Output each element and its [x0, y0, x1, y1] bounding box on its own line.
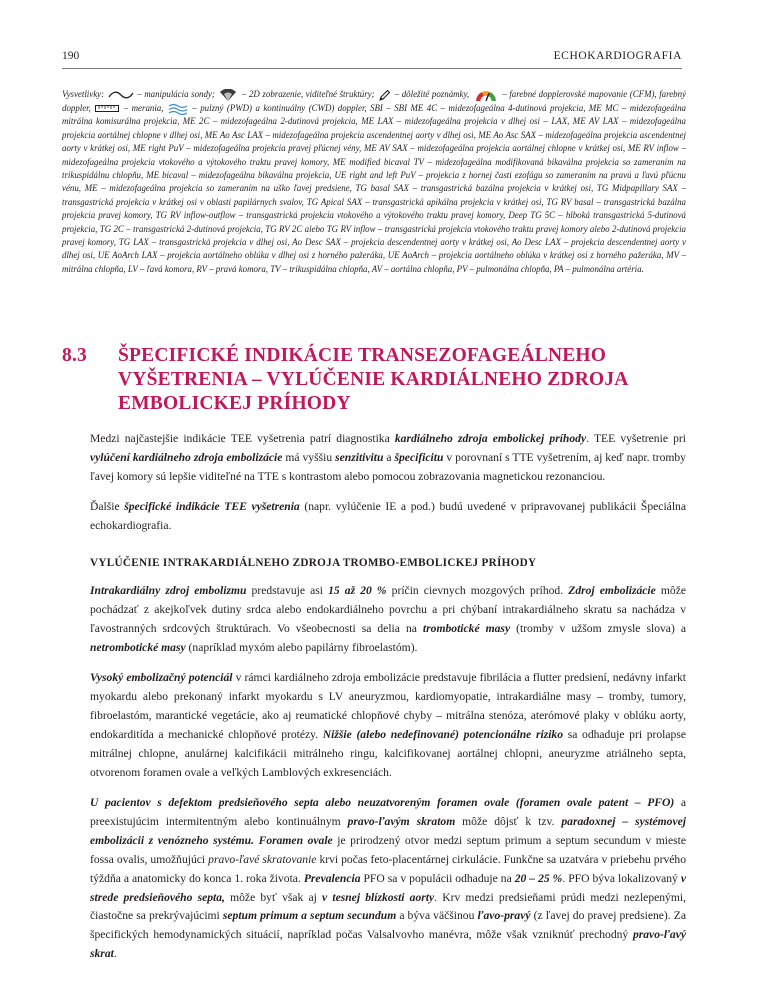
ruler-icon	[95, 105, 119, 112]
paragraph-intro: Medzi najčastejšie indikácie TEE vyšetrenia patrí diagnostika kardiálneho zdroja embolickej príhody. TEE vyšetrenie pri vylúčení kardiálneho zdroja embolizácie má vyššiu senzitivitu a špecificitu v porovnaní s TTE vyšetrením, aj keď napr. tromby ľavej komory sú lepšie viditeľné na TTE s kontrastom alebo pomocou zobrazovania magnetickou rezonanciou.	[90, 432, 686, 483]
subheading: VYLÚČENIE INTRAKARDIÁLNEHO ZDROJA TROMBO-EMBOLICKEJ PRÍHODY	[90, 557, 537, 569]
running-header	[62, 46, 682, 69]
legend-label: Vysvetlivky:	[62, 89, 105, 100]
paragraph-other-indications: Ďalšie špecifické indikácie TEE vyšetrenia (napr. vylúčenie IE a pod.) budú uvedené v pripravovanej publikácii Špeciálna echokardiografia.	[90, 500, 686, 532]
page-number: 190	[62, 50, 80, 62]
section-title: ŠPECIFICKÉ INDIKÁCIE TRANSEZOFAGEÁLNEHO VYŠETRENIA – VYLÚČENIE KARDIÁLNEHO ZDROJA EMBOLICKEJ PRÍHODY	[118, 345, 628, 414]
paragraph-embolic-potential: Vysoký embolizačný potenciál v rámci kardiálneho zdroja embolizácie predstavuje fibrilácia a flutter predsiení, nedávny infarkt myokardu alebo prekonaný infarkt myokardu s LV aneuryzmou, kardiomyopatie, intrakardiálne masy – tromby, tumory, fibroelastóm, marantické vegetácie, ako aj reumatické chlopňové chyby – mitrálna stenóza, aterómové plaky v oblúku aorty, endokarditída a mechanické chlopňové protézy. Nižšie (alebo nedefinované) potencionálne riziko sa odhaduje pri prolapse mitrálnej chlopne, anulárnej kalcifikácii mitrálneho ringu, kalcifikovanej aortálnej chlopni, aneuryzme atriálneho septa, otvorenom foramen ovale a veľkých Lamblových exkresenciách.	[90, 671, 687, 779]
pencil-icon	[378, 89, 391, 102]
probe-manipulation-icon	[108, 90, 134, 100]
paragraph-embolism-source: Intrakardiálny zdroj embolizmu predstavuje asi 15 až 20 % príčin cievnych mozgových príhod. Zdroj embolizácie môže pochádzať z akejkoľvek dutiny srdca alebo endokardiálneho povrchu a pri chýbaní intrakardiálneho skratu sa nachádza v ľavostranných srdcových štruktúrach. Vo všeobecnosti sa delia na trombotické masy (tromby v užšom zmysle slova) a netrombotické masy (napríklad myxóm alebo papilárny fibroelastóm).	[90, 584, 686, 654]
paragraph-pfo: U pacientov s defektom predsieňového septa alebo neuzatvoreným foramen ovale (foramen ovale patent – PFO) a preexistujúcim intermitentným alebo kontinuálnym pravo-ľavým skratom môže dôjsť k tzv. paradoxnej – systémovej embolizácii z venózneho systému. Foramen ovale je prirodzený otvor medzi septum primum a septum secundum v mieste fossa ovalis, umožňujúci pravo-ľavé skratovanie krvi počas feto-placentárnej cirkulácie. Funkčne sa uzatvára v priebehu prvého týždňa a anatomicky do konca 1. roka života. Prevalencia PFO sa v populácii odhaduje na 20 – 25 %. PFO býva lokalizovaný v strede predsieňového septa, môže byť však aj v tesnej blízkosti aorty. Krv medzi predsieňami prúdi medzi nezlepenými, čiastočne sa prekrývajúcimi septum primum a septum secundum a býva väčšinou ľavo-pravý (z ľavej do pravej predsiene). Za špecifických hemodynamických situácií, napríklad počas Valsalvovho manévra, môže však vzniknúť prechodný pravo-ľavý skrat.	[90, 796, 687, 961]
2d-sector-icon	[218, 89, 238, 102]
running-title: ECHOKARDIOGRAFIA	[553, 50, 682, 62]
doppler-wave-icon	[168, 103, 188, 115]
legend-block: Vysvetlivky: – manipulácia sondy; – 2D zobrazenie, viditeľné štruktúry; – dôležité poznámky, – farebné dopplerovské mapovanie (CFM), farebný doppler, – merania, – pulzný (PWD) a kontinuálny (CWD) doppler, SBI – SBI ME 4C – midezofageálna 4-dutinová projekcia, ME MC – midezofageálna mitrálna komisurálna projekcia, ME 2C – midezofageálna 2-dutinová projekcia, ME LAX – midezofageálna projekcia v dlhej osi – LAX, ME AV LAX – midezofageálna projekcia aortálnej chlopne v dlhej osi, ME Ao Asc LAX – midezofageálna projekcia ascendentnej aorty v dlhej osi, ME Ao Asc SAX – midezofageálna projekcia ascendentnej aorty v krátkej osi, ME right PuV – midezofageálna projekcia pravej pľúcnej vény, ME AV SAX – midezofageálna projekcia aortálnej chlopne v krátkej osi, ME RV inflow – midezofageálna projekcia vtokového a výtokového traktu pravej komory, ME modified bicaval TV – midezofageálna modifikovaná bikaválna projekcia so zameraním na trikuspidálnu chlopňu, ME bicaval – midezofageálna bikaválna projekcia, UE right and left PuV – projekcia z hornej časti ezofágu so zameraním na pravú a ľavú pľúcnu vénu, ME – midezofageálna projekcia so zameraním na uško ľavej predsiene, TG basal SAX – transgastrická bazálna projekcia v krátkej osi, TG Midpapillary SAX – transgastrická projekcia v krátkej osi v oblasti papilárnych svalov, TG Apical SAX – transgastrická apikálna projekcia v krátkej osi, TG RV basal – transgastrická bazálna projekcia pravej komory, TG RV inflow-outflow – transgastrická projekcia vtokového a výtokového traktu pravej komory, Deep TG 5C – hlboká transgastrická 5-dutinová projekcia, TG 2C – transgastrická 2-dutinová projekcia, TG RV 2C alebo TG RV inflow – transgastrická projekcia vtokového traktu pravej komory alebo 2-dutinová projekcia pravej komory, TG LAX – transgastrická projekcia v dlhej osi, Ao Desc SAX – projekcia descendentnej aorty v krátkej osi, Ao Desc LAX – projekcia descendentnej aorty v dlhej osi, UE AoArch LAX – projekcia aortálneho oblúka v dlhej osi z horného pažeráka, UE AoArch – projekcia aortálneho oblúka v krátkej osi z horného pažeráka, MV – mitrálna chlopňa, LV – ľavá komora, RV – pravá komora, TV – trikuspidálna chlopňa, AV – aortálna chlopňa, PV – pulmonálna chlopňa, PA – pulmonálna artéria.	[62, 89, 686, 274]
section-number: 8.3	[62, 345, 87, 366]
color-doppler-gauge-icon	[473, 88, 499, 102]
